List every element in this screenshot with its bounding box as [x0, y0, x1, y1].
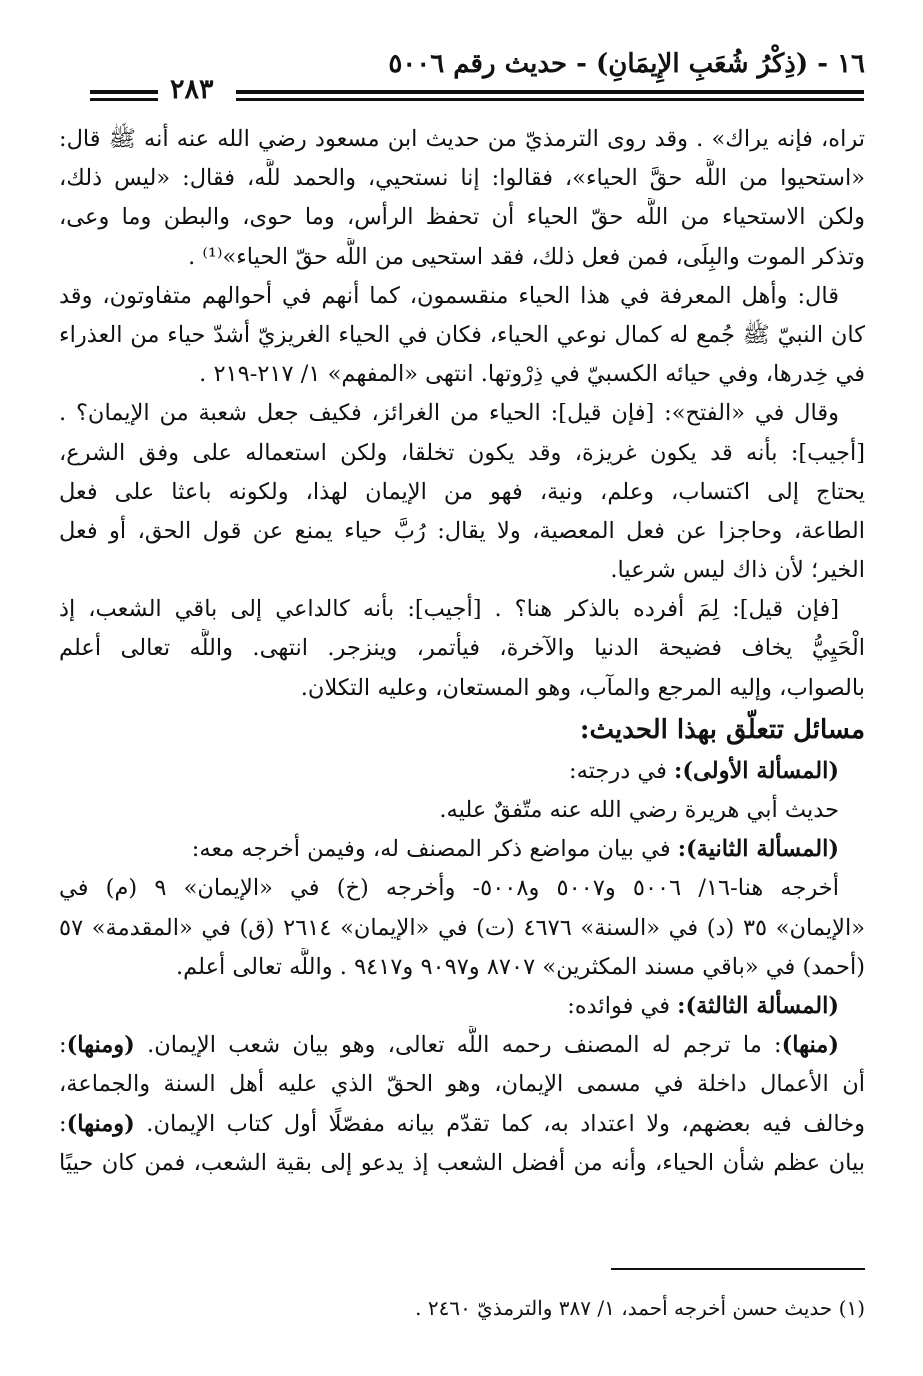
benefit-marker: (ومنها) — [66, 1032, 135, 1059]
issue-1-title — [59, 752, 865, 791]
text-line: تراه، فإنه يراك» . وقد روى الترمذيّ من حديث ابن مسعود رضي الله عنه أنه ﷺ قال: — [59, 126, 865, 152]
benefit-line — [59, 1026, 865, 1065]
issue-1-body: حديث أبي هريرة رضي الله عنه متّفقٌ عليه. — [439, 797, 839, 823]
text-line: وقال في «الفتح»: [فإن قيل]: الحياء من الغرائز، فكيف جعل شعبة من الإيمان؟ . — [59, 400, 840, 427]
benefit-text: : ما ترجم له المصنف رحمه اللَّه تعالى، وهو بيان شعب الإيمان. — [134, 1032, 782, 1059]
issue-2-line: (أحمد) في «باقي مسند المكثرين» ٨٧٠٧ و٩٠٩٧ و٩٤١٧ . واللَّه تعالى أعلم. — [176, 953, 865, 980]
benefit-line: بيان عظم شأن الحياء، وأنه من أفضل الشعب إذ يدعو إلى بقية الشعب، فمن كان حييًا — [59, 1149, 865, 1176]
header-rule-right-top — [236, 90, 864, 94]
issue-3-title — [59, 987, 865, 1026]
issue-1-topic: في درجته: — [569, 757, 675, 784]
text-line: [فإن قيل]: لِمَ أفرده بالذكر هنا؟ . [أجيب]: بأنه كالداعي إلى باقي الشعب، إذ — [59, 596, 839, 623]
text-line: [أجيب]: بأنه قد يكون غريزة، وقد يكون تخلقا، ولكن استعماله على وفق الشرع، — [59, 439, 865, 466]
issue-3-topic: في فوائده: — [567, 992, 678, 1019]
text-line: بالصواب، وإليه المرجع والمآب، وهو المستعان، وعليه التكلان. — [300, 674, 865, 701]
text-line: «استحيوا من اللَّه حقَّ الحياء»، فقالوا: إنا نستحيي، والحمد للَّه، فقال: «ليس ذلك، — [59, 165, 865, 192]
benefit-text: : — [59, 1032, 67, 1059]
issue-2-title — [59, 830, 865, 869]
header-rule-right-bottom — [236, 98, 864, 101]
text-line: في خِدرها، وفي حيائه الكسبيّ في ذِرْوتها. انتهى «المفهم» ١/ ٢١٧-٢١٩ . — [199, 361, 865, 388]
benefit-line: أن الأعمال داخلة في مسمى الإيمان، وهو الحقّ الذي عليه أهل السنة والجماعة، — [59, 1071, 865, 1098]
text-line: يحتاج إلى اكتساب، وعلم، ونية، فهو من الإيمان لهذا، ولكونه باعثا على فعل — [59, 478, 865, 505]
benefit-text: وخالف فيه بعضهم، ولا اعتداد به، كما تقدّم بيانه مفصّلًا أول كتاب الإيمان. — [134, 1110, 865, 1137]
benefit-marker: (ومنها) — [66, 1110, 135, 1137]
text-line: ولكن الاستحياء من اللَّه حقّ الحياء أن تحفظ الرأس، وما حوى، والبطن وما وعى، — [59, 204, 865, 231]
benefit-marker: (منها) — [781, 1032, 839, 1059]
issue-2-label: (المسألة الثانية): — [677, 836, 839, 863]
text-line: قال: وأهل المعرفة في هذا الحياء منقسمون، كما أنهم في أحوالهم متفاوتون، وقد — [59, 282, 839, 309]
issue-1-label: (المسألة الأولى): — [674, 757, 839, 784]
running-header-title: ١٦ - (ذِكْرُ شُعَبِ الإِيمَانِ) - حديث رقم ٥٠٠٦ — [388, 49, 865, 79]
issue-2-topic: في بيان مواضع ذكر المصنف له، وفيمن أخرجه معه: — [191, 836, 678, 863]
text-line: الخير؛ لأن ذاك ليس شرعيا. — [610, 557, 865, 584]
issue-2-line: أخرجه هنا-١٦/ ٥٠٠٦ و٥٠٠٧ و٥٠٠٨- وأخرجه (خ) في «الإيمان» ٩ (م) في — [59, 875, 839, 902]
section-heading: مسائل تتعلّق بهذا الحديث: — [579, 714, 865, 745]
issue-3-label: (المسألة الثالثة): — [677, 992, 839, 1019]
footnote-separator — [611, 1268, 865, 1270]
header-rule-left-top — [90, 90, 158, 94]
page-number: ٢٨٣ — [170, 74, 214, 105]
text-line: وتذكر الموت والبِلَى، فمن فعل ذلك، فقد استحيى من اللَّه حقّ الحياء»⁽¹⁾ . — [188, 243, 865, 270]
main-text — [59, 120, 865, 1183]
benefit-text: : — [59, 1110, 67, 1137]
issue-2-line: «الإيمان» ٣٥ (د) في «السنة» ٤٦٧٦ (ت) في «الإيمان» ٢٦١٤ (ق) في «المقدمة» ٥٧ — [59, 914, 865, 941]
footnote: (١) حديث حسن أخرجه أحمد، ١/ ٣٨٧ والترمذيّ ٢٤٦٠ . — [415, 1296, 865, 1320]
text-line: الْحَيِيُّ يخاف فضيحة الدنيا والآخرة، فيأتمر، وينزجر. انتهى. واللَّه تعالى أعلم — [59, 635, 865, 662]
benefit-line — [59, 1105, 865, 1144]
text-line: كان النبيّ ﷺ جُمع له كمال نوعي الحياء، فكان في الحياء الغريزيّ أشدّ حياء من العذراء — [59, 321, 865, 348]
text-line: الطاعة، وحاجزا عن فعل المعصية، ولا يقال: رُبَّ حياء يمنع عن قول الحق، أو فعل — [59, 517, 865, 544]
header-rule-left-bottom — [90, 98, 158, 101]
